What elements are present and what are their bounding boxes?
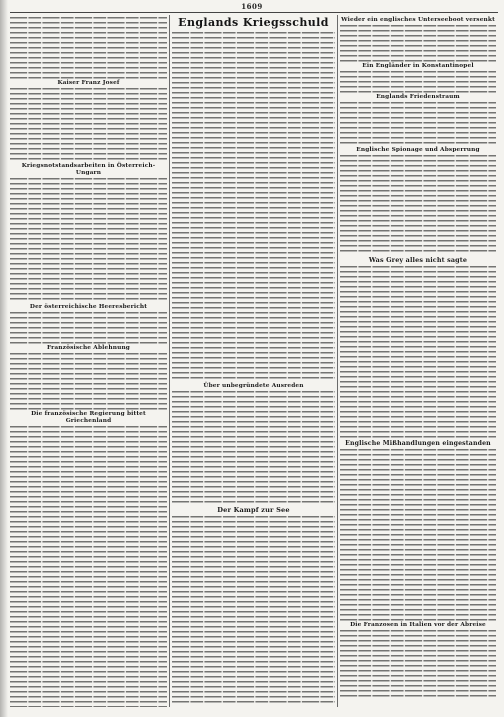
article-body (340, 25, 496, 62)
article-heading: Über unbegründete Ausreden (203, 383, 304, 389)
article-heading: Der österreichische Heeresbericht (29, 304, 148, 310)
article-body (172, 391, 335, 505)
article-body (340, 449, 496, 621)
page-number: 1609 (241, 2, 263, 11)
article-heading: Kaiser Franz Josef (57, 80, 120, 86)
article-heading: Englische Spionage und Absperrung (356, 147, 480, 153)
article-heading: Was Grey alles nicht sagte (368, 256, 468, 264)
article-body (172, 32, 335, 382)
article-body (10, 353, 167, 410)
article-body (10, 426, 167, 707)
article-heading: Die französische Regierung bittet Griechenland (31, 411, 146, 424)
column-rule (169, 15, 170, 707)
article-heading: Englische Mißhandlungen eingestanden (345, 440, 491, 447)
column-middle (172, 15, 335, 707)
scan-edge-shadow (0, 0, 8, 717)
column-left (10, 15, 167, 707)
article-heading: Französische Ablehnung (46, 345, 131, 351)
article-body (340, 102, 496, 146)
article-body (10, 88, 167, 162)
article-body (340, 630, 496, 700)
article-heading: Die Franzosen in Italien vor der Abreise (350, 622, 486, 628)
article-body (10, 17, 167, 79)
article-heading: Wieder ein englisches Unterseeboot versenkt (341, 17, 495, 23)
article-heading: Der Kampf zur See (217, 506, 290, 514)
article-heading: Englands Friedenstraum (376, 94, 460, 100)
article-heading: Kriegsnotstandsarbeiten in Österreich-Ungarn (21, 163, 156, 176)
article-body (340, 155, 496, 255)
article-body (340, 266, 496, 438)
article-body (10, 312, 167, 344)
article-heading: Ein Engländer in Konstantinopel (362, 63, 474, 69)
article-body (340, 71, 496, 93)
main-headline: Englands Kriegsschuld (178, 16, 329, 29)
article-body (172, 516, 335, 706)
header-rule (10, 12, 498, 13)
article-body (10, 178, 167, 303)
column-right (340, 15, 496, 707)
column-rule (337, 15, 338, 707)
